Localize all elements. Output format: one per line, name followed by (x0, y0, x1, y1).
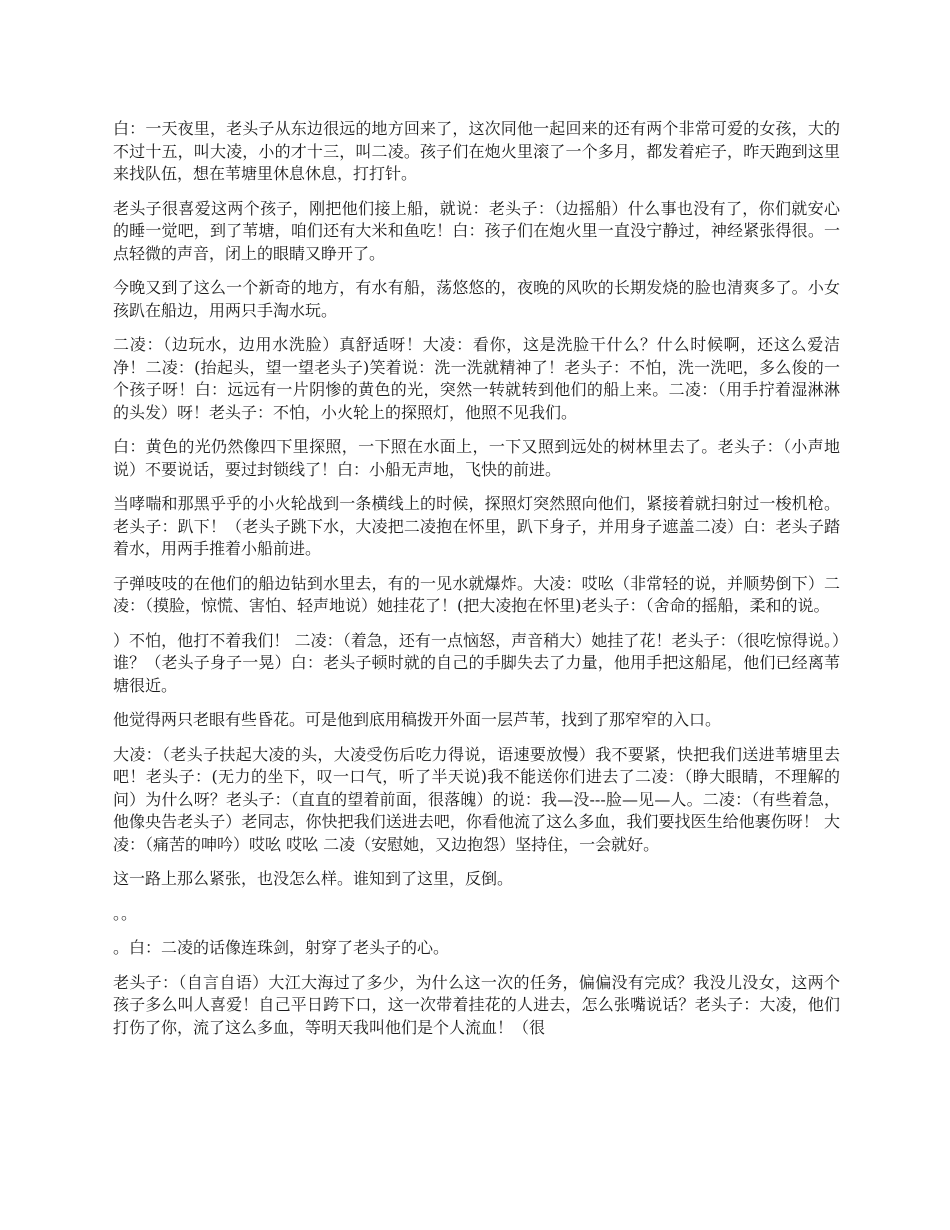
paragraph-6: 当哮喘和那黑乎乎的小火轮战到一条横线上的时候，探照灯突然照向他们，紧接着就扫射过一梭机枪。老头子：趴下！（老头子跳下水，大凌把二凌抱在怀里，趴下身子，并用身子遮盖二凌）白：老头子踏着水，用两手推着小船前进。 (113, 494, 840, 558)
paragraph-9: 他觉得两只老眼有些昏花。可是他到底用稿拨开外面一层芦苇，找到了那窄窄的入口。 (113, 710, 722, 729)
paragraph-4: 二凌：（边玩水，边用水洗脸）真舒适呀！大凌：看你，这是洗脸干什么？什么时候啊，还这么爱洁净！二凌：(抬起头，望一望老头子)笑着说：洗一洗就精神了！老头子：不怕，洗一洗吧，多么俊的一个孩子呀！白：远远有一片阴惨的黄色的光，突然一转就转到他们的船上来。二凌：（用手拧着湿淋淋的头发）呀！老头子：不怕，小火轮上的探照灯，他照不见我们。 (113, 335, 840, 422)
paragraph-7: 子弹吱吱的在他们的船边钻到水里去，有的一见水就爆炸。大凌：哎吆（非常轻的说，并顺势倒下）二凌：（摸脸，惊慌、害怕、轻声地说）她挂花了！(把大凌抱在怀里)老头子：（舍命的摇船，柔和的说。 (113, 573, 840, 615)
paragraph-3: 今晚又到了这么一个新奇的地方，有水有船，荡悠悠的，夜晚的风吹的长期发烧的脸也清爽多了。小女孩趴在船边，用两只手淘水玩。 (113, 278, 840, 320)
paragraph-11: 这一路上那么紧张，也没怎么样。谁知到了这里，反倒。 (113, 869, 514, 888)
paragraph-2: 老头子很喜爱这两个孩子，刚把他们接上船，就说：老头子：（边摇船）什么事也没有了，你们就安心的睡一觉吧，到了苇塘，咱们还有大米和鱼吃！白：孩子们在炮火里一直没宁静过，神经紧张得很。一点轻微的声音，闭上的眼睛又睁开了。 (113, 198, 840, 263)
paragraph-14: 老头子：（自言自语）大江大海过了多少，为什么这一次的任务，偏偏没有完成？我没儿没女，这两个孩子多么叫人喜爱！自己平日跨下口，这一次带着挂花的人进去，怎么张嘴说话？老头子：大凌，他们打伤了你，流了这么多血，等明天我叫他们是个人流血！（很 (113, 972, 840, 1037)
paragraph-8: ）不怕，他打不着我们！ 二凌：（着急，还有一点恼怒，声音稍大）她挂了花！老头子：（很吃惊得说。）谁？（老头子身子一晃）白：老头子顿时就的自己的手脚失去了力量，他用手把这船尾，他们已经离苇塘很近。 (113, 630, 840, 695)
document-page (113, 118, 840, 1051)
paragraph-13: 。白：二凌的话像连珠剑，射穿了老头子的心。 (113, 938, 450, 957)
paragraph-12: 。。 (113, 903, 138, 923)
paragraph-10: 大凌：（老头子扶起大凌的头，大凌受伤后吃力得说，语速要放慢）我不要紧，快把我们送进苇塘里去吧！老头子：(无力的坐下，叹一口气，听了半天说)我不能送你们进去了二凌：（睁大眼睛，不理解的问）为什么呀？老头子：（直直的望着前面，很落魄）的说：我—没---脸—见—人。二凌：（有些着急，他像央告老头子）老同志，你快把我们送进去吧，你看他流了这么多血，我们要找医生给他裹伤呀！ 大凌：（痛苦的呻吟）哎吆 哎吆 二凌（安慰她，又边抱怨）坚持住，一会就好。 (113, 744, 840, 854)
paragraph-1: 白：一天夜里，老头子从东边很远的地方回来了，这次同他一起回来的还有两个非常可爱的女孩，大的不过十五，叫大凌，小的才十三，叫二凌。孩子们在炮火里滚了一个多月，都发着疟子，昨天跑到这里来找队伍，想在苇塘里休息休息，打打针。 (113, 119, 840, 183)
paragraph-5: 白：黄色的光仍然像四下里探照，一下照在水面上，一下又照到远处的树林里去了。老头子：（小声地说）不要说话，要过封锁线了！白：小船无声地，飞快的前进。 (113, 437, 840, 479)
